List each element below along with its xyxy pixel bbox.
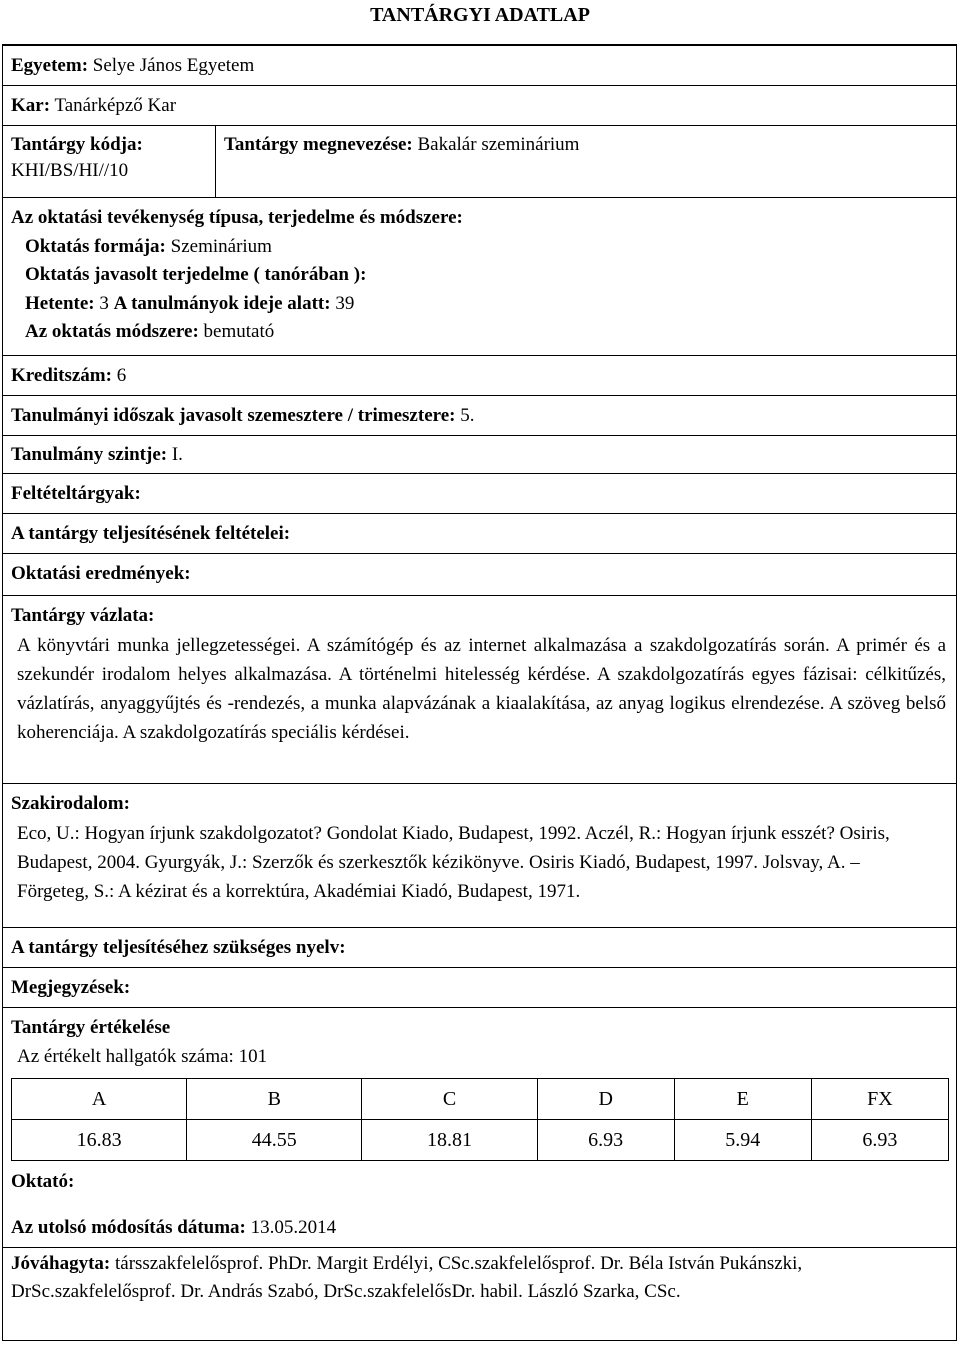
modified-value: 13.05.2014: [250, 1217, 337, 1238]
conditions-row: [3, 514, 956, 554]
outline-text: A könyvtári munka jellegzetességei. A számítógép és az internet alkalmazása a szakdolgozatírás során. A primér és a szekundér irodalom helyes alkalmazása. A történelmi hitelesség kérdése. A szakdolgozatírás egyes fázisai: célkitűzés, vázlatírás, anyaggyűjtés és -rendezés, a munka alapvázának a kiaalakítása, az anyag logikus elrendezése. A szöveg belső koherenciája. A szakdolgozatírás speciális kérdései.: [17, 634, 946, 743]
level-row: [3, 436, 956, 474]
course-row: [3, 126, 956, 198]
faculty-row: [3, 86, 956, 126]
teacher-label: Oktató:: [11, 1171, 75, 1192]
approved-label: Jóváhagyta:: [11, 1253, 111, 1274]
credits-row: [3, 356, 956, 396]
activity-total-value: 39: [335, 292, 355, 314]
grade-value-cell: 6.93: [537, 1120, 674, 1161]
conditions-label: A tantárgy teljesítésének feltételei:: [11, 523, 291, 544]
page-title: [0, 4, 960, 27]
teacher-row: [3, 1164, 956, 1248]
grade-cell: C: [362, 1079, 537, 1120]
semester-value: 5.: [460, 405, 475, 426]
grade-value-cell: 6.93: [811, 1120, 948, 1161]
page-title-text: TANTÁRGYI ADATLAP: [370, 4, 590, 26]
grade-value-cell: 16.83: [12, 1120, 187, 1161]
modified-label: Az utolsó módosítás dátuma:: [11, 1217, 246, 1238]
semester-label: Tanulmányi időszak javasolt szemesztere / trimesztere:: [11, 405, 456, 426]
university-row: [3, 46, 956, 86]
activity-heading: Az oktatási tevékenység típusa, terjedelme és módszere:: [11, 207, 463, 228]
outcomes-label: Oktatási eredmények:: [11, 563, 191, 584]
level-value: I.: [171, 444, 183, 465]
credits-value: 6: [116, 365, 127, 386]
activity-form-label: Oktatás formája:: [25, 235, 166, 257]
grade-cell: D: [537, 1079, 674, 1120]
activity-scope-label: Oktatás javasolt terjedelme ( tanórában ):: [25, 264, 367, 285]
grade-value-cell: 5.94: [674, 1120, 811, 1161]
level-label: Tanulmány szintje:: [11, 444, 168, 465]
literature-label: Szakirodalom:: [11, 793, 130, 814]
activity-method-value: bemutató: [203, 321, 275, 342]
activity-total-label: A tanulmányok ideje alatt:: [113, 292, 331, 314]
evaluation-row: [3, 1008, 956, 1164]
activity-weekly-label: Hetente:: [25, 292, 95, 314]
grade-cell: FX: [811, 1079, 948, 1120]
credits-label: Kreditszám:: [11, 365, 112, 386]
course-name-cell: [216, 126, 579, 197]
grade-cell: B: [187, 1079, 362, 1120]
faculty-value: Tanárképző Kar: [54, 95, 177, 116]
faculty-label: Kar:: [11, 95, 51, 116]
language-row: [3, 928, 956, 968]
activity-method-label: Az oktatás módszere:: [25, 321, 199, 342]
grade-value-cell: 18.81: [362, 1120, 537, 1161]
activity-row: [3, 198, 956, 356]
language-label: A tantárgy teljesítéséhez szükséges nyelv:: [11, 937, 346, 958]
course-name-value: Bakalár szeminárium: [417, 134, 580, 155]
literature-row: [3, 784, 956, 928]
course-code-label: Tantárgy kódja:: [11, 134, 143, 155]
course-sheet: [2, 44, 957, 1341]
approved-row: [3, 1248, 956, 1342]
course-code-value: KHI/BS/HI//10: [11, 160, 129, 181]
outline-label: Tantárgy vázlata:: [11, 605, 155, 626]
grade-cell: A: [12, 1079, 187, 1120]
semester-row: [3, 396, 956, 436]
grade-value-cell: 44.55: [187, 1120, 362, 1161]
activity-form-value: Szeminárium: [170, 235, 272, 257]
prerequisites-row: [3, 474, 956, 514]
grade-header-row: [12, 1079, 949, 1120]
grade-table: [11, 1078, 949, 1161]
grade-value-row: [12, 1120, 949, 1161]
outcomes-row: [3, 554, 956, 596]
notes-row: [3, 968, 956, 1008]
evaluated-count-value: 101: [238, 1045, 268, 1067]
prerequisites-label: Feltételtárgyak:: [11, 483, 141, 504]
university-label: Egyetem:: [11, 55, 89, 76]
course-code-cell: [11, 126, 216, 197]
literature-text: Eco, U.: Hogyan írjunk szakdolgozatot? Gondolat Kiado, Budapest, 1992. Aczél, R.: Hogyan írjunk esszét? Osiris, Budapest, 2004. Gyurgyák, J.: Szerzők és szerkesztők kézikönyve. Osiris Kiadó, Budapest, 1997. Jolsvay, A. – Förgeteg, S.: A kézirat és a korrektúra, Akadémiai Kiadó, Budapest, 1971.: [17, 822, 890, 902]
evaluation-label: Tantárgy értékelése: [11, 1017, 171, 1038]
university-value: Selye János Egyetem: [92, 55, 255, 76]
outline-row: [3, 596, 956, 784]
evaluated-count-label: Az értékelt hallgatók száma:: [17, 1045, 234, 1067]
grade-cell: E: [674, 1079, 811, 1120]
notes-label: Megjegyzések:: [11, 977, 131, 998]
course-name-label: Tantárgy megnevezése:: [224, 134, 413, 155]
activity-weekly-value: 3: [99, 292, 109, 314]
approved-value: társszakfelelősprof. PhDr. Margit Erdélyi, CSc.szakfelelősprof. Dr. Béla István Pukánszki, DrSc.szakfelelősprof. Dr. András Szabó, DrSc.szakfelelősDr. habil. László Szarka, CSc.: [11, 1253, 803, 1302]
